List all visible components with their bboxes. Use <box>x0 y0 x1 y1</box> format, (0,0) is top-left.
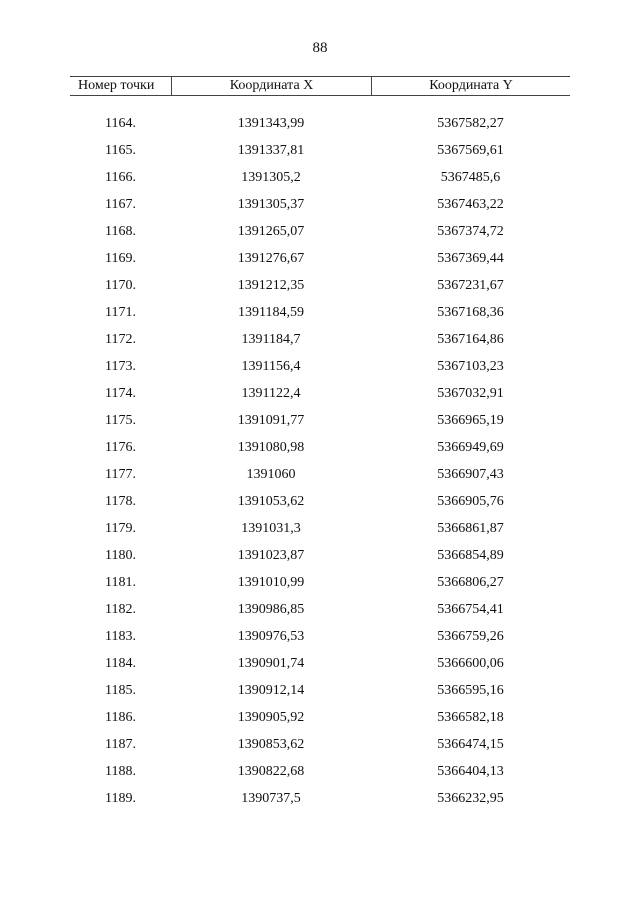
table-row <box>70 704 570 731</box>
coordinate-y-cell: 5367569,61 <box>437 143 504 158</box>
coordinate-y-cell: 5366474,15 <box>437 737 504 752</box>
point-number-cell: 1170. <box>105 278 136 293</box>
coordinate-y-cell: 5366759,26 <box>437 629 504 644</box>
coordinate-x-cell: 1391305,2 <box>241 170 301 185</box>
coordinate-x-cell: 1390976,53 <box>237 629 305 644</box>
table-body <box>70 96 570 812</box>
table-row <box>70 218 570 245</box>
coordinate-y-cell: 5367032,91 <box>437 386 504 401</box>
point-number-cell: 1183. <box>105 629 136 644</box>
table-row <box>70 299 570 326</box>
point-number-cell: 1177. <box>105 467 136 482</box>
point-number-cell: 1184. <box>105 656 136 671</box>
table-row <box>70 272 570 299</box>
coordinate-x-cell: 1391212,35 <box>237 278 305 293</box>
table-header-row <box>70 76 570 96</box>
coordinate-y-cell: 5366806,27 <box>437 575 504 590</box>
table-row <box>70 623 570 650</box>
point-number-cell: 1172. <box>105 332 136 347</box>
table-row <box>70 407 570 434</box>
coordinate-x-cell: 1390853,62 <box>237 737 305 752</box>
point-number-cell: 1171. <box>105 305 136 320</box>
coordinate-y-cell: 5366965,19 <box>437 413 504 428</box>
point-number-cell: 1169. <box>105 251 136 266</box>
coordinate-y-cell: 5366404,13 <box>437 764 504 779</box>
header-coordinate-x: Координата X <box>171 77 371 95</box>
page-number: 88 <box>312 40 328 56</box>
coordinate-x-cell: 1391184,59 <box>238 305 304 320</box>
coordinate-y-cell: 5367374,72 <box>437 224 504 239</box>
coordinate-x-cell: 1391053,62 <box>237 494 305 509</box>
table-row <box>70 110 570 137</box>
coordinate-y-cell: 5366949,69 <box>437 440 504 455</box>
coordinate-y-cell: 5367164,86 <box>437 332 504 347</box>
coordinate-x-cell: 1391031,3 <box>241 521 301 536</box>
table-row <box>70 164 570 191</box>
coordinate-x-cell: 1391080,98 <box>237 440 305 455</box>
coordinate-x-cell: 1391156,4 <box>241 359 301 374</box>
coordinate-x-cell: 1391276,67 <box>237 251 305 266</box>
point-number-cell: 1168. <box>105 224 136 239</box>
coordinate-y-cell: 5367463,22 <box>437 197 504 212</box>
point-number-cell: 1164. <box>105 116 136 131</box>
table-row <box>70 353 570 380</box>
coordinate-x-cell: 1391122,4 <box>241 386 301 401</box>
coordinates-table <box>70 76 570 812</box>
coordinate-x-cell: 1390986,85 <box>237 602 305 617</box>
coordinate-y-cell: 5367369,44 <box>437 251 504 266</box>
table-row <box>70 596 570 623</box>
point-number-cell: 1166. <box>105 170 136 185</box>
point-number-cell: 1181. <box>105 575 136 590</box>
coordinate-y-cell: 5366905,76 <box>437 494 504 509</box>
coordinate-x-cell: 1391091,77 <box>237 413 305 428</box>
table-row <box>70 758 570 785</box>
table-row <box>70 515 570 542</box>
coordinate-y-cell: 5366582,18 <box>437 710 504 725</box>
table-row <box>70 488 570 515</box>
header-point-number: Номер точки <box>78 78 155 93</box>
coordinate-y-cell: 5367231,67 <box>437 278 504 293</box>
coordinate-x-cell: 1391060 <box>246 467 296 482</box>
coordinate-x-cell: 1391265,07 <box>237 224 305 239</box>
table-row <box>70 245 570 272</box>
coordinate-x-cell: 1390905,92 <box>237 710 305 725</box>
coordinate-y-cell: 5367582,27 <box>437 116 504 131</box>
table-row <box>70 677 570 704</box>
table-row <box>70 785 570 812</box>
table-row <box>70 326 570 353</box>
coordinate-x-cell: 1390822,68 <box>237 764 305 779</box>
table-row <box>70 191 570 218</box>
coordinate-y-cell: 5367485,6 <box>440 170 501 185</box>
coordinate-x-cell: 1391023,87 <box>237 548 305 563</box>
point-number-cell: 1173. <box>105 359 136 374</box>
point-number-cell: 1178. <box>105 494 136 509</box>
point-number-cell: 1176. <box>105 440 136 455</box>
coordinate-y-cell: 5367168,36 <box>437 305 504 320</box>
coordinate-y-cell: 5366861,87 <box>437 521 504 536</box>
point-number-cell: 1185. <box>105 683 136 698</box>
header-coordinate-y: Координата Y <box>371 77 570 95</box>
point-number-cell: 1165. <box>105 143 136 158</box>
table-row <box>70 137 570 164</box>
table-row <box>70 650 570 677</box>
point-number-cell: 1186. <box>105 710 136 725</box>
coordinate-x-cell: 1390737,5 <box>241 791 301 806</box>
table-row <box>70 461 570 488</box>
coordinate-x-cell: 1391343,99 <box>237 116 305 131</box>
coordinate-y-cell: 5366595,16 <box>437 683 504 698</box>
coordinate-x-cell: 1391184,7 <box>241 332 301 347</box>
coordinate-y-cell: 5366907,43 <box>437 467 504 482</box>
coordinate-y-cell: 5366754,41 <box>437 602 504 617</box>
point-number-cell: 1175. <box>105 413 136 428</box>
table-row <box>70 569 570 596</box>
point-number-cell: 1174. <box>105 386 136 401</box>
coordinate-y-cell: 5366600,06 <box>437 656 504 671</box>
point-number-cell: 1189. <box>105 791 136 806</box>
table-row <box>70 434 570 461</box>
coordinate-x-cell: 1391305,37 <box>237 197 305 212</box>
coordinate-y-cell: 5367103,23 <box>437 359 504 374</box>
coordinate-x-cell: 1391010,99 <box>237 575 305 590</box>
coordinate-y-cell: 5366232,95 <box>437 791 504 806</box>
point-number-cell: 1182. <box>105 602 136 617</box>
coordinate-x-cell: 1390901,74 <box>237 656 305 671</box>
point-number-cell: 1167. <box>105 197 136 212</box>
coordinate-x-cell: 1391337,81 <box>237 143 305 158</box>
point-number-cell: 1180. <box>105 548 136 563</box>
coordinate-x-cell: 1390912,14 <box>237 683 305 698</box>
point-number-cell: 1187. <box>105 737 136 752</box>
point-number-cell: 1188. <box>105 764 136 779</box>
table-row <box>70 380 570 407</box>
coordinate-y-cell: 5366854,89 <box>437 548 504 563</box>
point-number-cell: 1179. <box>105 521 136 536</box>
table-row <box>70 731 570 758</box>
table-row <box>70 542 570 569</box>
